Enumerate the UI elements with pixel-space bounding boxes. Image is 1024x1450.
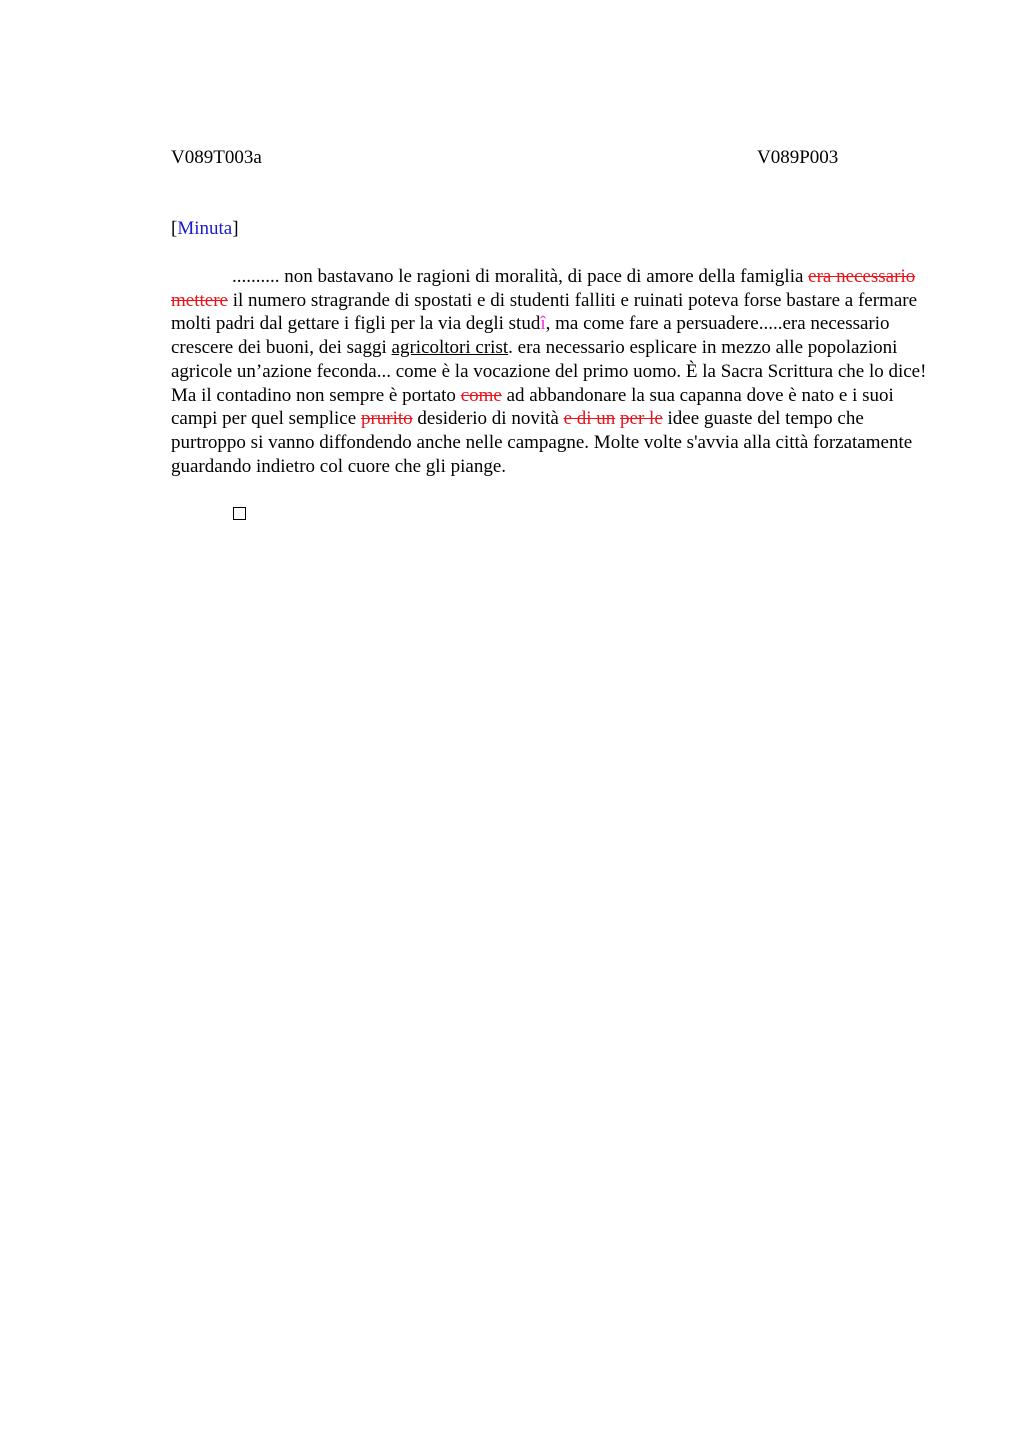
deleted-text: prurito xyxy=(360,408,413,430)
deleted-text: come xyxy=(460,384,502,406)
document-code-left: V089T003a xyxy=(171,147,262,168)
bracket-open: [ xyxy=(171,218,178,239)
text-segment: idee guaste del tempo che purtroppo si vanno diffondendo anche nelle campagne. Molte volte s'avvia alla città forzatamente guardando indietro col cuore che gli piange. xyxy=(171,408,913,477)
transcription-paragraph xyxy=(171,265,929,478)
bracket-close: ] xyxy=(232,218,239,239)
section-label xyxy=(171,218,239,240)
end-marker-box-icon xyxy=(233,507,246,520)
text-segment: desiderio di novità xyxy=(412,408,564,430)
text-segment: ad abbandonare la sua capanna dove è nato e i suoi campi per quel semplice xyxy=(171,384,894,430)
text-segment: il numero stragrande di spostati e di studenti falliti e ruinati poteva forse bastare a fermare molti padri dal gettare i figli per la via degli stud xyxy=(171,289,918,335)
deleted-text: era necessario mettere xyxy=(171,266,916,311)
document-code-right: V089P003 xyxy=(757,147,839,168)
deleted-text: per le xyxy=(620,408,663,430)
deleted-text: e di un xyxy=(563,408,616,430)
text-segment: .......... non bastavano le ragioni di moralità, di pace di amore della famiglia xyxy=(232,266,809,287)
inserted-letter: î xyxy=(540,313,546,335)
section-label-text: Minuta xyxy=(177,218,233,239)
underlined-text: agricoltori crist xyxy=(391,337,509,359)
text-segment: , ma come fare a persuadere.....era necessario crescere dei buoni, dei saggi xyxy=(171,313,890,359)
text-segment: . era necessario esplicare in mezzo alle popolazioni agricole un’azione feconda... come è la vocazione del primo uomo. È la Sacra Scrittura che lo dice! Ma il contadino non sempre è portato xyxy=(171,337,927,406)
